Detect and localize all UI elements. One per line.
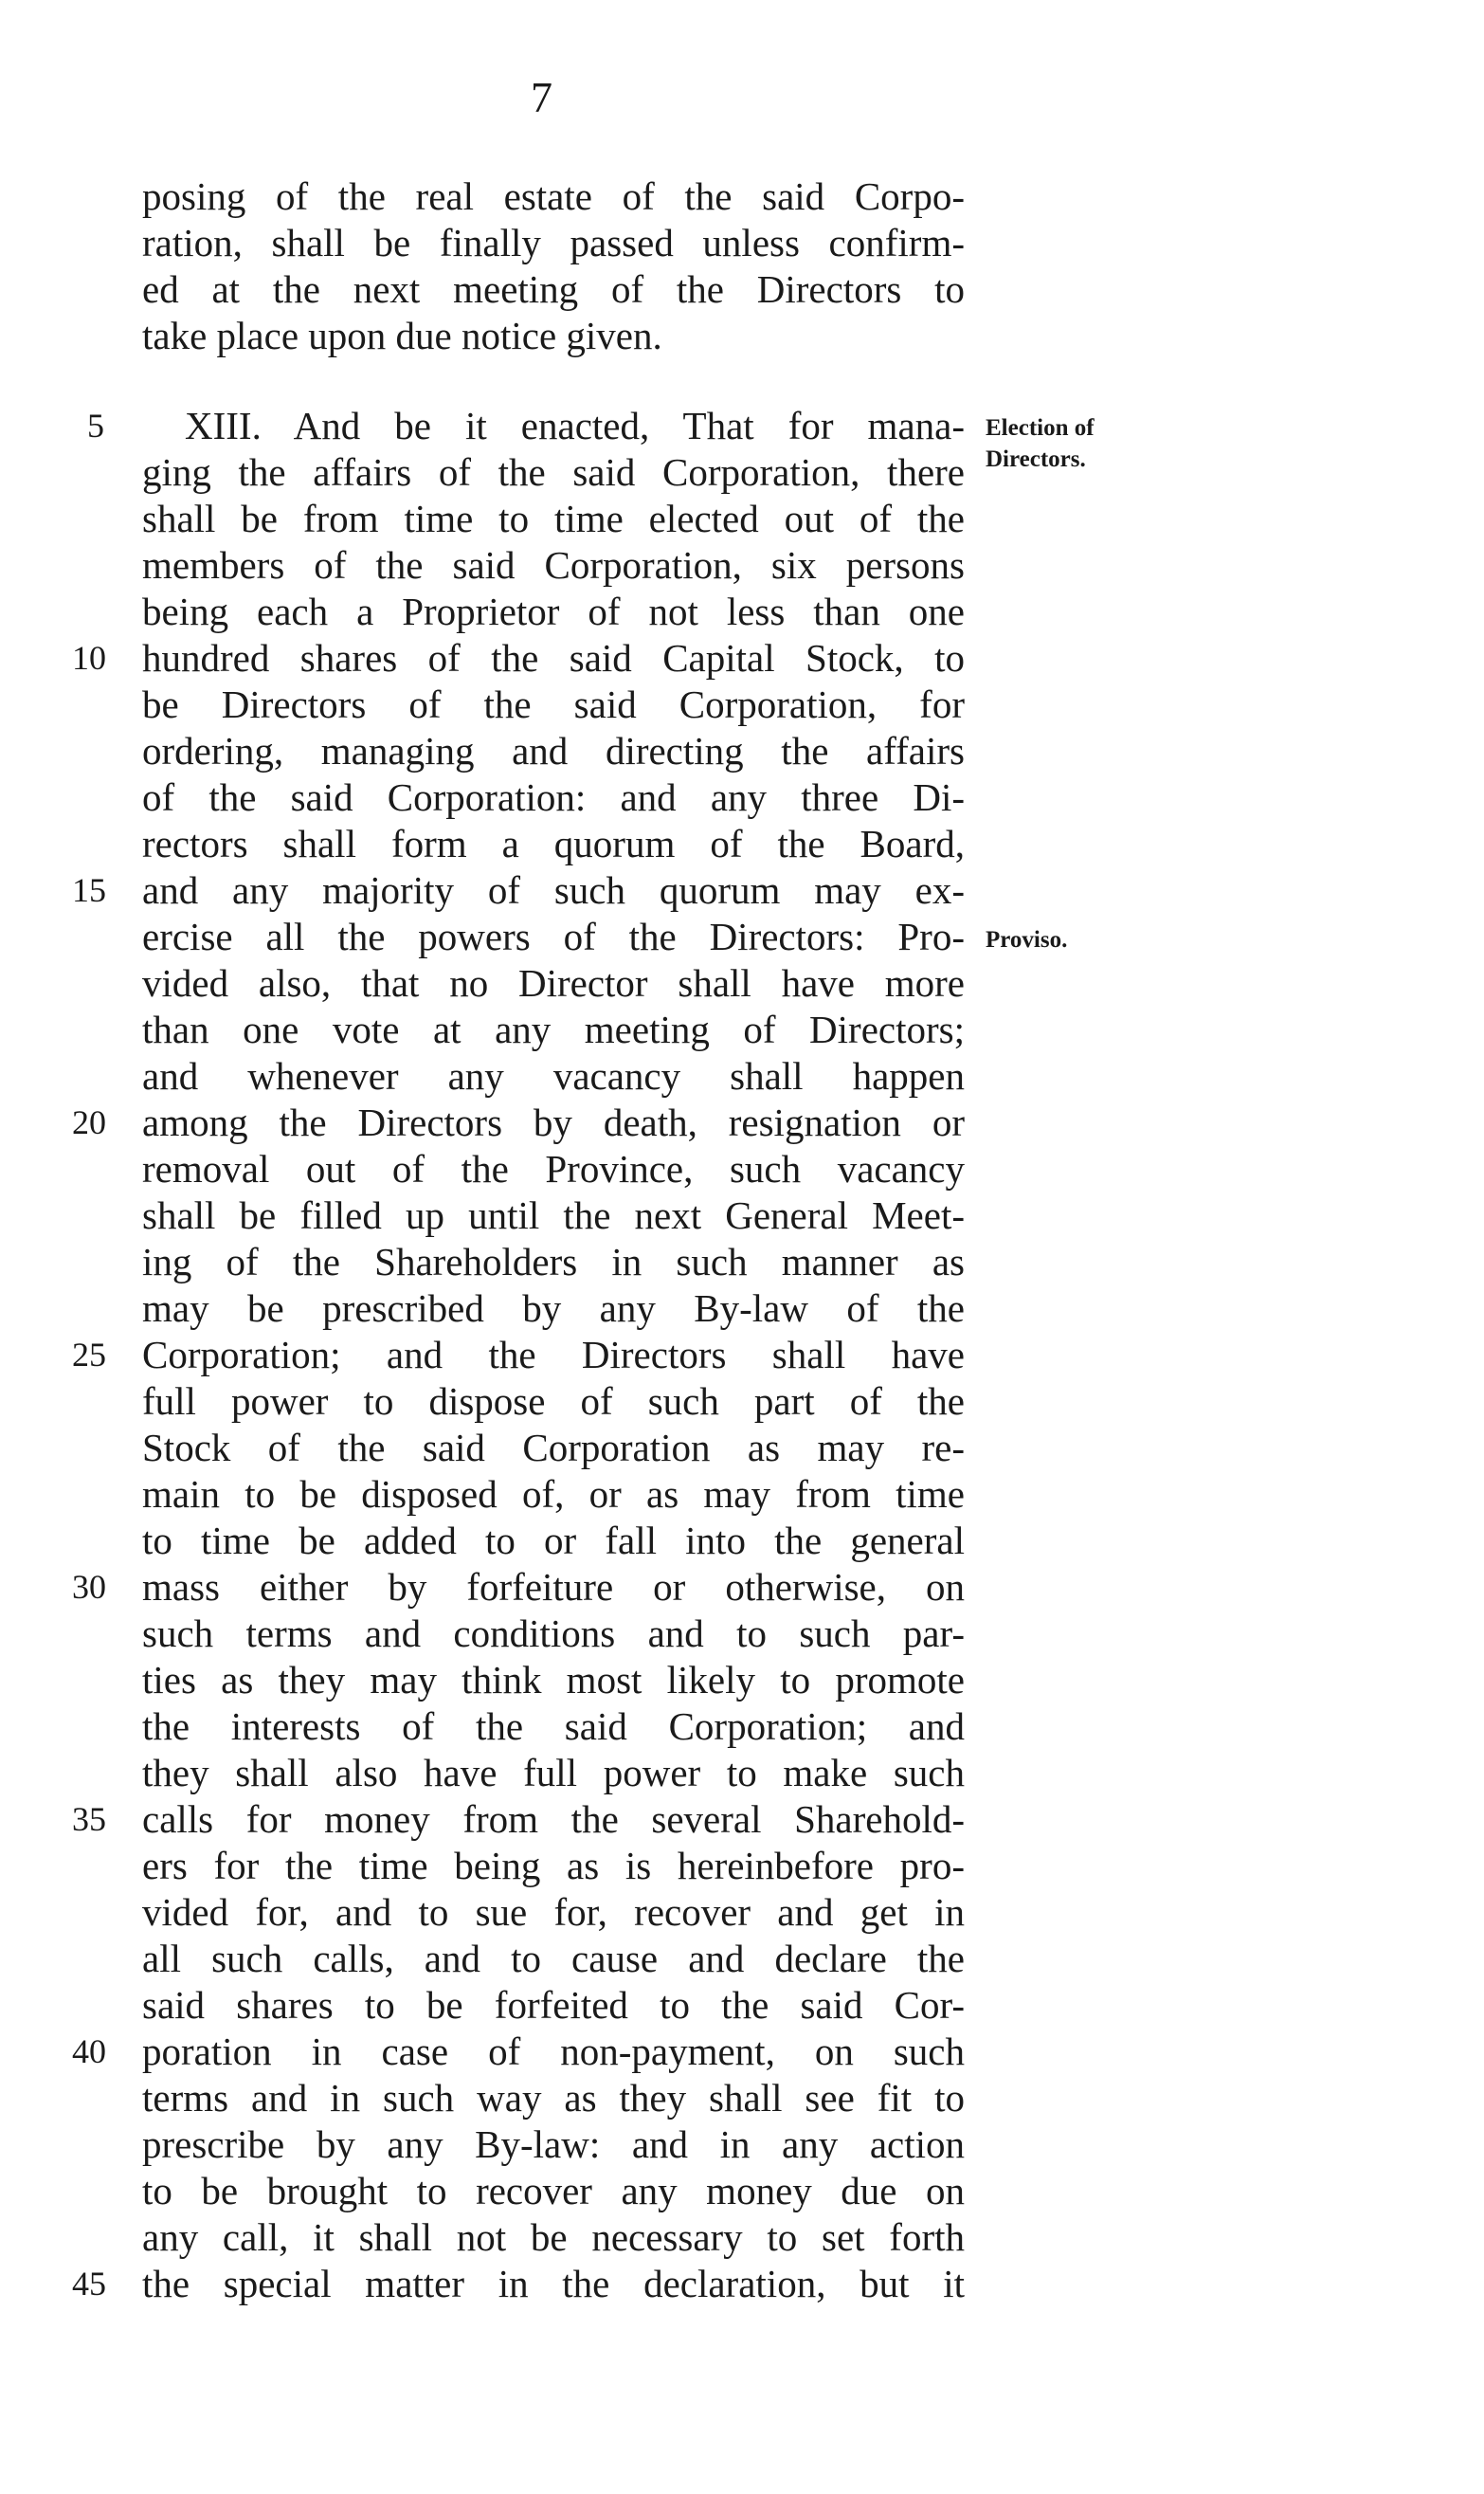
- text-line: the special matter in the declaration, but it: [142, 2262, 965, 2305]
- line-number: 5: [87, 407, 104, 445]
- margin-note-proviso: Proviso.: [986, 927, 1068, 953]
- text-line: ers for the time being as is hereinbefore pro-: [142, 1844, 965, 1887]
- text-line: ties as they may think most likely to promote: [142, 1658, 965, 1702]
- text-line: terms and in such way as they shall see fit to: [142, 2076, 965, 2120]
- line-number: 40: [72, 2032, 106, 2070]
- line-number: 30: [72, 1568, 106, 1606]
- text-line: such terms and conditions and to such par-: [142, 1611, 965, 1655]
- text-line: ordering, managing and directing the affairs: [142, 729, 965, 773]
- text-line: Corporation; and the Directors shall have: [142, 1333, 965, 1376]
- text-line: XIII. And be it enacted, That for mana-: [185, 404, 965, 447]
- line-number: 35: [72, 1800, 106, 1838]
- line-number: 25: [72, 1336, 106, 1374]
- text-line: of the said Corporation: and any three Di-: [142, 775, 965, 819]
- text-line: and any majority of such quorum may ex-: [142, 868, 965, 912]
- text-line: being each a Proprietor of not less than one: [142, 590, 965, 633]
- line-number: 45: [72, 2265, 106, 2303]
- text-line: to be brought to recover any money due on: [142, 2169, 965, 2212]
- text-line: shall be filled up until the next General Meet-: [142, 1193, 965, 1237]
- text-line: removal out of the Province, such vacancy: [142, 1147, 965, 1191]
- text-line: said shares to be forfeited to the said Cor-: [142, 1983, 965, 2027]
- text-line: shall be from time to time elected out of the: [142, 497, 965, 540]
- text-line: than one vote at any meeting of Directors;: [142, 1008, 965, 1051]
- text-line: members of the said Corporation, six persons: [142, 543, 965, 587]
- text-line: all such calls, and to cause and declare the: [142, 1937, 965, 1980]
- text-line: may be prescribed by any By-law of the: [142, 1286, 965, 1330]
- margin-note-election: Election of: [986, 415, 1095, 441]
- text-line: ed at the next meeting of the Directors to: [142, 267, 965, 311]
- text-line: any call, it shall not be necessary to set forth: [142, 2215, 965, 2259]
- text-line: vided also, that no Director shall have more: [142, 961, 965, 1005]
- text-line: rectors shall form a quorum of the Board,: [142, 822, 965, 865]
- text-line: posing of the real estate of the said Corpo-: [142, 174, 965, 218]
- margin-note-directors: Directors.: [986, 446, 1086, 472]
- page-number: 7: [531, 73, 552, 121]
- text-line: poration in case of non-payment, on such: [142, 2030, 965, 2073]
- text-line: hundred shares of the said Capital Stock, to: [142, 636, 965, 680]
- text-line: mass either by forfeiture or otherwise, on: [142, 1565, 965, 1609]
- line-number: 20: [72, 1103, 106, 1141]
- text-line: vided for, and to sue for, recover and get in: [142, 1890, 965, 1934]
- text-line: Stock of the said Corporation as may re-: [142, 1426, 965, 1469]
- text-line: ging the affairs of the said Corporation, there: [142, 450, 965, 494]
- text-line: be Directors of the said Corporation, for: [142, 683, 965, 726]
- text-line: full power to dispose of such part of the: [142, 1379, 965, 1423]
- text-line: and whenever any vacancy shall happen: [142, 1054, 965, 1098]
- text-line: they shall also have full power to make such: [142, 1751, 965, 1794]
- line-number: 10: [72, 639, 106, 677]
- text-line: among the Directors by death, resignation or: [142, 1101, 965, 1144]
- text-line: ration, shall be finally passed unless confirm-: [142, 221, 965, 264]
- text-line: the interests of the said Corporation; and: [142, 1704, 965, 1748]
- text-line: ercise all the powers of the Directors: Pro-: [142, 915, 965, 958]
- text-line: ing of the Shareholders in such manner as: [142, 1240, 965, 1283]
- text-line: calls for money from the several Sharehold-: [142, 1797, 965, 1841]
- text-line: prescribe by any By-law: and in any action: [142, 2122, 965, 2166]
- line-number: 15: [72, 871, 106, 909]
- text-line: to time be added to or fall into the general: [142, 1519, 965, 1562]
- text-line: main to be disposed of, or as may from time: [142, 1472, 965, 1516]
- text-line: take place upon due notice given.: [142, 314, 662, 357]
